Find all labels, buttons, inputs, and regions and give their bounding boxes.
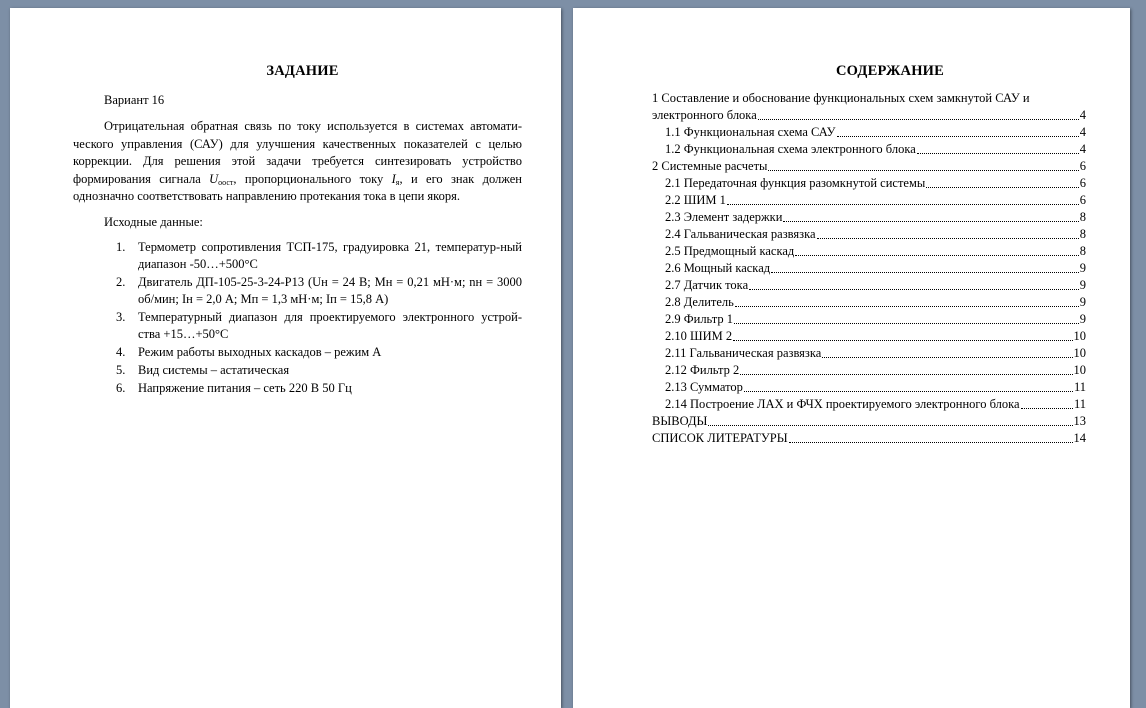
toc-entry-text: 2.4 Гальваническая развязка — [665, 227, 816, 241]
intro-text-2: , пропорционального току — [233, 171, 392, 186]
intro-text-1: Отрицательная обратная связь по току используется в системах автомати-ческого управления (САУ) для улучшения качественных показателей с целью коррекции. Для решения этой задачи требуется синтезировать устройство формирования сигнала — [73, 119, 522, 186]
toc-page-number: 10 — [1073, 346, 1086, 360]
toc-entry-text: 2.14 Построение ЛАХ и ФЧХ проектируемого электронного блока — [665, 397, 1020, 411]
toc-entry-text: 2.7 Датчик тока — [665, 278, 749, 292]
toc-entry — [652, 226, 1086, 243]
toc-page-number: 9 — [1079, 261, 1086, 275]
toc-entry-continuation — [652, 107, 1086, 124]
toc-page-number: 14 — [1073, 431, 1086, 445]
list-item — [116, 362, 522, 379]
toc-page-number: 4 — [1079, 142, 1086, 156]
list-item-number: 6. — [116, 381, 126, 395]
toc-entry — [652, 345, 1086, 362]
toc-leader-dots — [735, 305, 1079, 307]
toc-leader-dots — [837, 135, 1079, 137]
toc-entry — [652, 260, 1086, 277]
toc-leader-dots — [749, 288, 1079, 290]
toc-entry — [652, 277, 1086, 294]
toc-page-number: 8 — [1079, 227, 1086, 241]
toc-entry — [652, 362, 1086, 379]
toc-entry — [652, 243, 1086, 260]
toc-entry — [652, 175, 1086, 192]
toc-entry-text: 1.2 Функциональная схема электронного блока — [665, 142, 916, 156]
toc-page-number: 6 — [1079, 193, 1086, 207]
toc-page-number: 8 — [1079, 210, 1086, 224]
toc-leader-dots — [926, 186, 1078, 188]
toc-entry-text: 2.10 ШИМ 2 — [665, 329, 733, 343]
list-item — [116, 344, 522, 361]
list-item-text: Температурный диапазон для проектируемого электронного устрой-ства +15…+50°С — [138, 310, 522, 341]
toc-leader-dots — [727, 203, 1079, 205]
toc-page-number: 11 — [1073, 380, 1086, 394]
list-item-text: Режим работы выходных каскадов – режим А — [138, 345, 382, 359]
toc-entry — [652, 192, 1086, 209]
list-item — [116, 274, 522, 308]
toc-page-number: 9 — [1079, 278, 1086, 292]
toc-entry-text: ВЫВОДЫ — [652, 414, 708, 428]
toc-entry-text: 2.9 Фильтр 1 — [665, 312, 734, 326]
toc-entry-text: 2.13 Сумматор — [665, 380, 743, 394]
list-item-number: 3. — [116, 310, 126, 324]
toc-page-number: 6 — [1079, 159, 1086, 173]
list-item-number: 2. — [116, 275, 126, 289]
toc-entry-text: 2.6 Мощный каскад — [665, 261, 771, 275]
toc-entry-text: 2.3 Элемент задержки — [665, 210, 783, 224]
toc-entry — [652, 396, 1086, 413]
toc-leader-dots — [744, 390, 1073, 392]
toc-entry-text: 2.2 ШИМ 1 — [665, 193, 726, 207]
toc-leader-dots — [822, 356, 1072, 358]
initial-data-label: Исходные данные: — [104, 215, 203, 229]
toc-entry-text: 2.5 Предмощный каскад — [665, 244, 795, 258]
initial-data-list — [116, 239, 522, 398]
toc-entry-text: 1 Составление и обоснование функциональных схем замкнутой САУ и — [652, 91, 1030, 105]
toc-page-number: 10 — [1073, 329, 1086, 343]
list-item — [116, 380, 522, 397]
toc-page-number: 8 — [1079, 244, 1086, 258]
list-item-text: Вид системы – астатическая — [138, 363, 290, 377]
table-of-contents — [652, 90, 1086, 447]
list-item-text: Термометр сопротивления ТСП-175, градуировка 21, температур-ный диапазон -50…+500°С — [138, 240, 522, 271]
toc-entry — [652, 158, 1086, 175]
toc-leader-dots — [734, 322, 1079, 324]
toc-leader-dots — [1021, 407, 1073, 409]
toc-leader-dots — [733, 339, 1072, 341]
toc-entry-text: 2.1 Передаточная функция разомкнутой системы — [665, 176, 926, 190]
variant-label: Вариант 16 — [104, 93, 165, 107]
toc-entry — [652, 209, 1086, 226]
list-item-text: Напряжение питания – сеть 220 В 50 Гц — [138, 381, 352, 395]
toc-entry — [652, 430, 1086, 447]
toc-leader-dots — [758, 118, 1079, 120]
intro-text-3: , и его знак должен однозначно соответствовать направлению протекания тока в цепи якоря. — [73, 171, 522, 203]
toc-leader-dots — [917, 152, 1079, 154]
toc-page-number: 9 — [1079, 295, 1086, 309]
toc-page-number: 4 — [1079, 125, 1086, 139]
toc-entry — [652, 90, 1086, 124]
toc-entry-text-cont: электронного блока — [652, 108, 757, 122]
toc-entry — [652, 124, 1086, 141]
toc-entry-text: 2 Системные расчеты — [652, 159, 768, 173]
toc-leader-dots — [817, 237, 1079, 239]
toc-entry-text: 2.8 Делитель — [665, 295, 734, 309]
toc-entry — [652, 413, 1086, 430]
toc-page-number: 10 — [1073, 363, 1086, 377]
toc-entry-text: 2.12 Фильтр 2 — [665, 363, 740, 377]
list-item-text: Двигатель ДП-105-25-3-24-Р13 (Uн = 24 В; Мн = 0,21 мН·м; nн = 3000 об/мин; Iн = 2,0 А; Мп = 1,3 мН·м; Iп = 15,8 А) — [138, 275, 522, 306]
intro-paragraph — [73, 118, 522, 206]
toc-leader-dots — [768, 169, 1078, 171]
toc-page-number: 4 — [1079, 108, 1086, 122]
toc-entry — [652, 379, 1086, 396]
list-item-number: 5. — [116, 363, 126, 377]
toc-leader-dots — [771, 271, 1079, 273]
toc-leader-dots — [783, 220, 1078, 222]
toc-entry — [652, 294, 1086, 311]
list-item-number: 1. — [116, 240, 126, 254]
toc-entry — [652, 141, 1086, 158]
toc-entry-text: 2.11 Гальваническая развязка — [665, 346, 822, 360]
toc-page-number: 13 — [1073, 414, 1086, 428]
toc-page-number: 9 — [1079, 312, 1086, 326]
toc-title: СОДЕРЖАНИЕ — [835, 63, 945, 79]
toc-leader-dots — [708, 424, 1072, 426]
toc-page-number: 6 — [1079, 176, 1086, 190]
toc-leader-dots — [740, 373, 1072, 375]
page-title: ЗАДАНИЕ — [266, 63, 339, 79]
toc-page-number: 11 — [1073, 397, 1086, 411]
toc-entry-text: СПИСОК ЛИТЕРАТУРЫ — [652, 431, 788, 445]
toc-entry-text: 1.1 Функциональная схема САУ — [665, 125, 836, 139]
intro-var-u-sub: оост — [218, 177, 234, 187]
list-item — [116, 309, 522, 343]
toc-leader-dots — [789, 441, 1073, 443]
toc-leader-dots — [795, 254, 1079, 256]
intro-var-u: U — [209, 171, 219, 186]
list-item — [116, 239, 522, 273]
intro-var-i-sub: я — [395, 177, 400, 187]
list-item-number: 4. — [116, 345, 126, 359]
toc-entry — [652, 311, 1086, 328]
toc-entry — [652, 328, 1086, 345]
intro-var-i: I — [391, 171, 396, 186]
document-page-left — [10, 8, 561, 708]
document-page-right — [573, 8, 1130, 708]
